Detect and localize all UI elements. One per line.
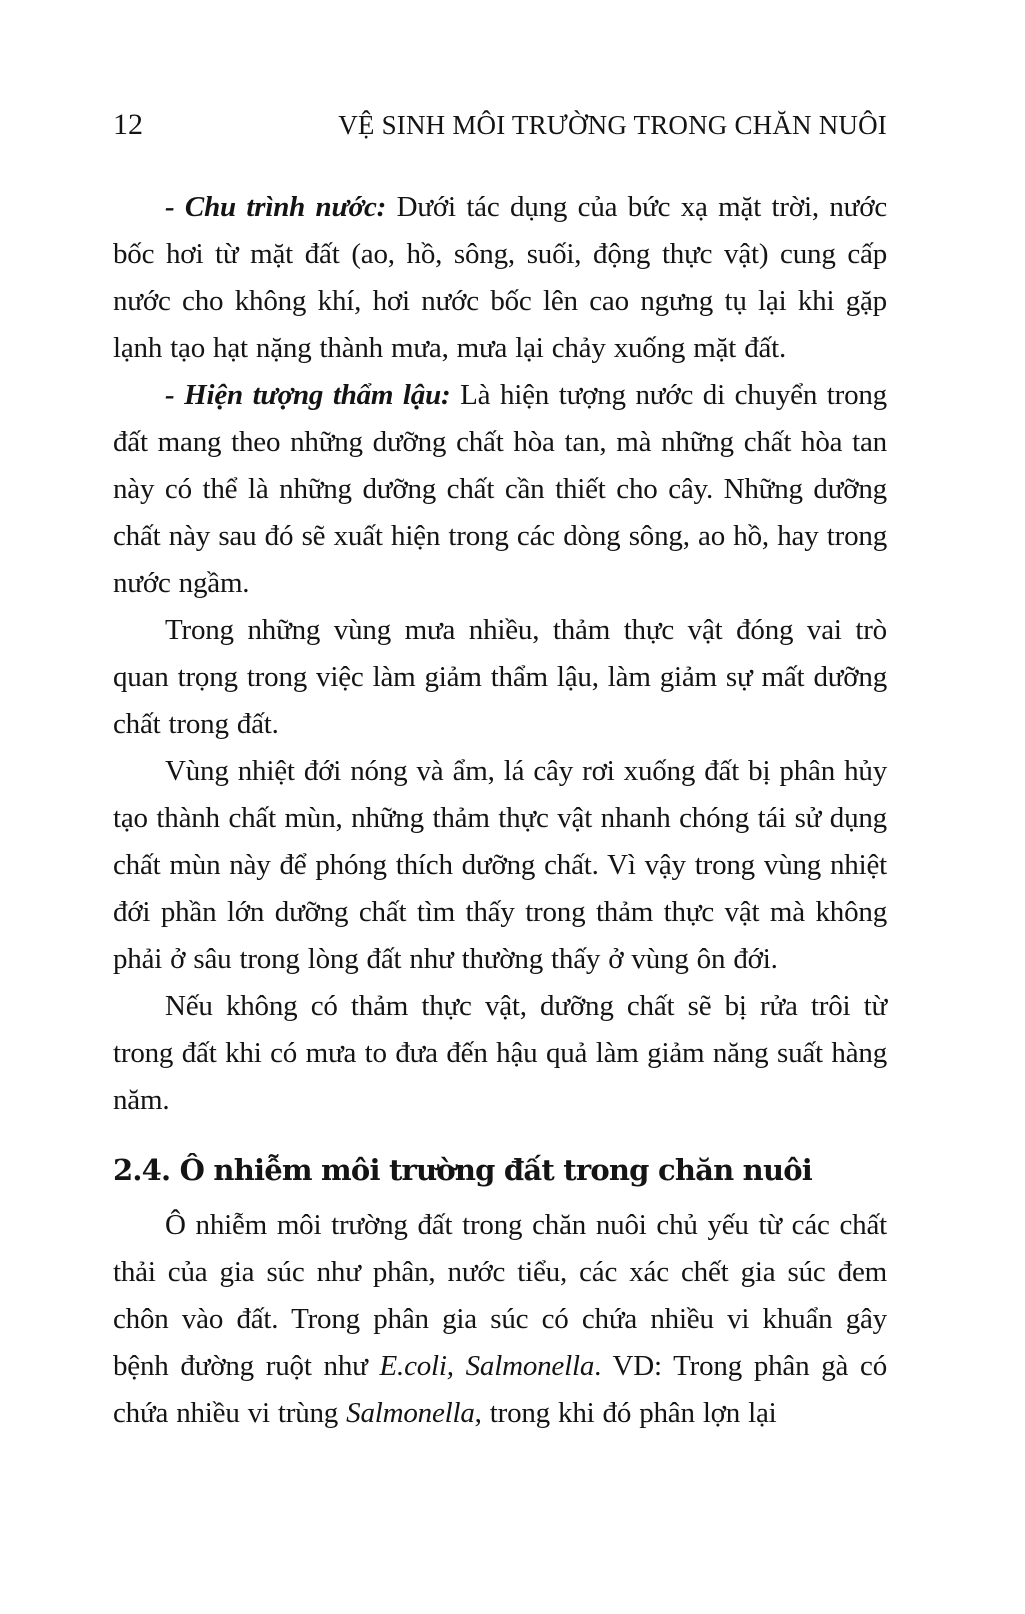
page-number: 12 [113,108,143,141]
species-name: E.coli, Salmonella [379,1350,595,1382]
page-header [113,110,887,140]
paragraph-water-cycle [113,184,887,372]
section-heading-2-4: 2.4. Ô nhiễm môi trường đất trong chăn nuôi [113,1153,812,1187]
paragraph-lead: - Chu trình nước: [165,191,387,223]
species-name: Salmonella [346,1397,475,1429]
paragraph-text: Là hiện tượng nước di chuyển trong đất mang theo những dưỡng chất hòa tan, mà những chất hòa tan này có thể là những dưỡng chất cần thiết cho cây. Những dưỡng chất này sau đó sẽ xuất hiện trong các dòng sông, ao hồ, hay trong nước ngầm. [113,379,887,599]
paragraph-leaching [113,372,887,607]
paragraph-rain-regions: Trong những vùng mưa nhiều, thảm thực vật đóng vai trò quan trọng trong việc làm giảm thẩm lậu, làm giảm sự mất dưỡng chất trong đất. [113,614,887,740]
paragraph-lead: - Hiện tượng thẩm lậu: [165,379,451,411]
paragraph-text: . VD: Trong phân gà có chứa nhiều vi trùng [113,1350,888,1429]
paragraph-no-vegetation: Nếu không có thảm thực vật, dưỡng chất sẽ bị rửa trôi từ trong đất khi có mưa to đưa đến hậu quả làm giảm năng suất hàng năm. [113,990,887,1116]
paragraph-soil-pollution [113,1202,887,1437]
running-title: VỆ SINH MÔI TRƯỜNG TRONG CHĂN NUÔI [338,110,887,140]
paragraph-text: , trong khi đó phân lợn lại [474,1397,777,1429]
paragraph-text: Ô nhiễm môi trường đất trong chăn nuôi chủ yếu từ các chất thải của gia súc như phân, nước tiểu, các xác chết gia súc đem chôn vào đất. Trong phân gia súc có chứa nhiều vi khuẩn gây bệnh đường ruột như [113,1209,887,1382]
paragraph-text: Dưới tác dụng của bức xạ mặt trời, nước bốc hơi từ mặt đất (ao, hồ, sông, suối, động thực vật) cung cấp nước cho không khí, hơi nước bốc lên cao ngưng tụ lại khi gặp lạnh tạo hạt nặng thành mưa, mưa lại chảy xuống mặt đất. [113,191,887,364]
paragraph-tropics: Vùng nhiệt đới nóng và ẩm, lá cây rơi xuống đất bị phân hủy tạo thành chất mùn, những thảm thực vật nhanh chóng tái sử dụng chất mùn này để phóng thích dưỡng chất. Vì vậy trong vùng nhiệt đới phần lớn dưỡng chất tìm thấy trong thảm thực vật mà không phải ở sâu trong lòng đất như thường thấy ở vùng ôn đới. [113,755,887,975]
page-content [113,184,887,1437]
